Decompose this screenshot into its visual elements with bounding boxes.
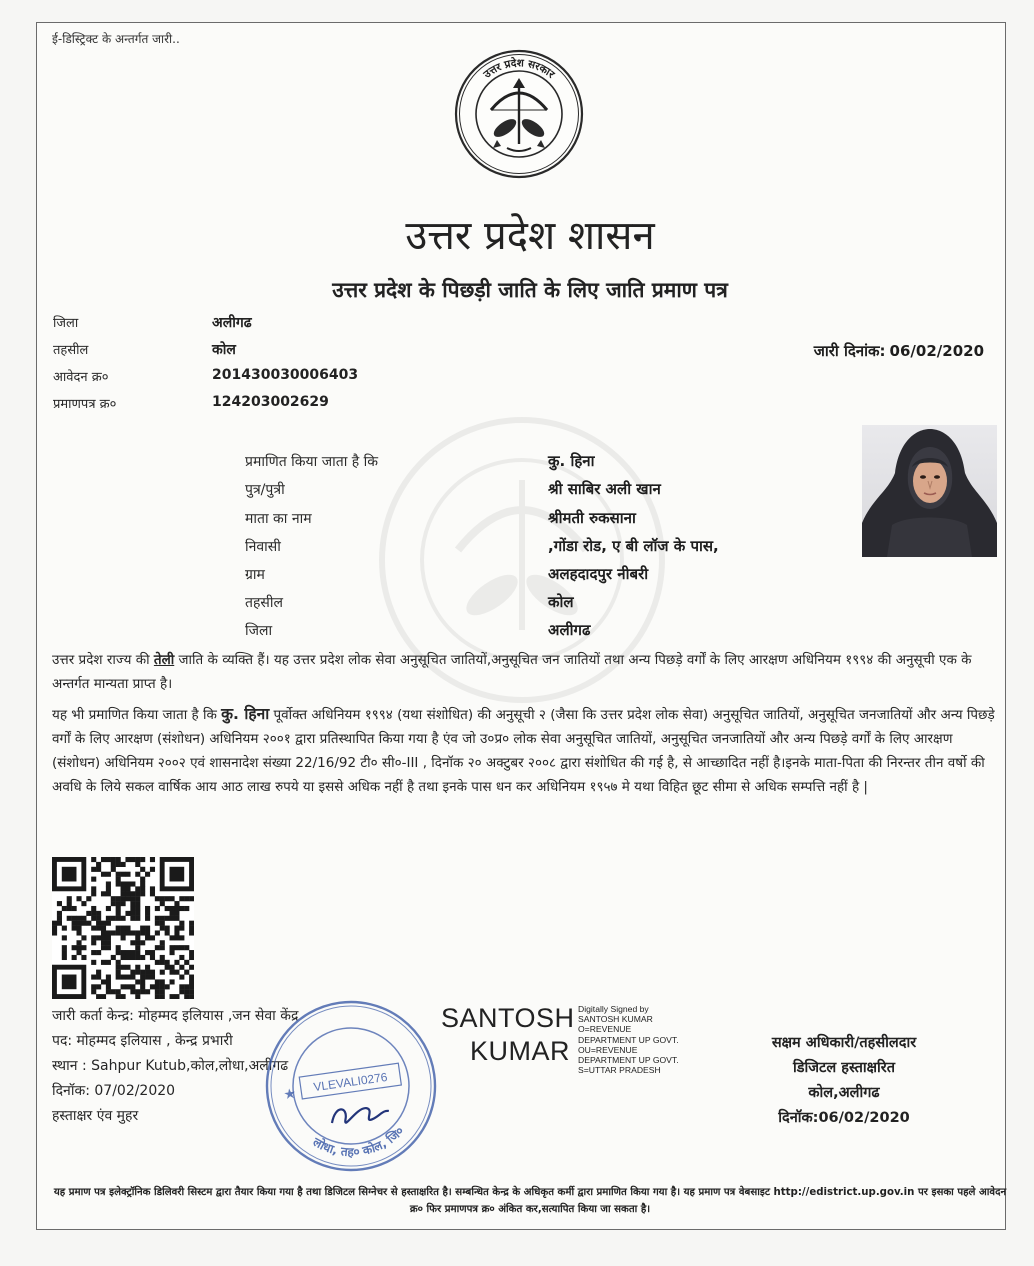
dsig-detail-line: SANTOSH KUMAR: [578, 1014, 653, 1025]
detail-label-certified: प्रमाणित किया जाता है कि: [245, 454, 379, 470]
meta-label-tehsil: तहसील: [53, 343, 89, 358]
issuer-place: स्थान : Sahpur Kutub,कोल,लोधा,अलीगढ: [52, 1058, 289, 1074]
issue-date-value: 06/02/2020: [889, 342, 984, 360]
detail-value-address: ,गोंडा रोड, ए बी लॉज के पास,: [548, 537, 719, 555]
detail-value-tehsil: कोल: [548, 593, 574, 611]
authority-block: [726, 1031, 962, 1131]
paragraph1-text-start: उत्तर प्रदेश राज्य की: [52, 652, 154, 668]
issuer-post: पद: मोहम्मद इलियास , केन्द्र प्रभारी: [52, 1033, 233, 1049]
header-note: ई-डिस्ट्रिक्ट के अन्तर्गत जारी..: [52, 32, 180, 46]
certification-paragraph: [52, 702, 1004, 799]
digital-signature-name-line1: SANTOSH: [441, 1003, 575, 1033]
detail-label-village: ग्राम: [245, 567, 265, 583]
issue-date-label: जारी दिनांक:: [813, 342, 886, 360]
meta-label-application-no: आवेदन क्र०: [53, 370, 109, 385]
digital-signature-details: [578, 1004, 679, 1075]
detail-value-father: श्री साबिर अली खान: [548, 480, 661, 498]
dsig-detail-line: DEPARTMENT UP GOVT.: [578, 1034, 679, 1045]
stamp-code: VLEVALI0276: [312, 1069, 389, 1095]
applicant-photo: [862, 425, 997, 557]
authority-date: दिनॉक:06/02/2020: [778, 1110, 910, 1126]
paragraph2-applicant-name: कु. हिना: [221, 705, 270, 723]
meta-label-district: जिला: [53, 316, 79, 331]
certificate-subtitle: उत्तर प्रदेश के पिछड़ी जाति के लिए जाति प्रमाण पत्र: [332, 278, 728, 302]
detail-value-district: अलीगढ: [548, 621, 591, 639]
authority-digitally-signed: डिजिटल हस्ताक्षरित: [793, 1060, 895, 1076]
stamp-ring-text: लोधा, तह० कोल, जि०: [310, 1123, 407, 1159]
issuer-sign-label: हस्ताक्षर एंव मुहर: [52, 1108, 139, 1124]
authority-location: कोल,अलीगढ: [808, 1085, 880, 1101]
emblem-text: उत्तर प्रदेश सरकार: [481, 57, 557, 81]
issue-date: [814, 341, 988, 361]
footer-text-end: पर इसका पहले आवेदन क्र० फिर प्रमाणपत्र क्र० अंकित कर,सत्यापित किया जा सकता है।: [409, 1187, 1007, 1215]
signature-scribble: [330, 1103, 389, 1125]
meta-value-certificate-no: 124203002629: [212, 394, 329, 410]
detail-value-village: अलहदादपुर नीबरी: [548, 565, 649, 583]
detail-label-resident: निवासी: [245, 539, 281, 555]
digital-signature-name-line2: KUMAR: [470, 1036, 571, 1066]
detail-label-mother: माता का नाम: [245, 511, 312, 527]
issuer-center: जारी कर्ता केन्द्र: मोहम्मद इलियास ,जन सेवा केंद्र: [52, 1008, 299, 1024]
authority-designation: सक्षम अधिकारी/तहसीलदार: [771, 1035, 917, 1051]
footer-url: http://edistrict.up.gov.in: [773, 1187, 915, 1198]
detail-label-tehsil: तहसील: [245, 595, 283, 611]
dsig-detail-line: DEPARTMENT UP GOVT.: [578, 1055, 679, 1066]
meta-value-tehsil: कोल: [212, 342, 236, 358]
up-government-emblem: [453, 48, 585, 180]
paragraph1-text-end: जाति के व्यक्ति हैं। यह उत्तर प्रदेश लोक सेवा अनुसूचित जातियों,अनुसूचित जन जातियों तथा अन्य पिछड़े वर्गों के लिए आरक्षण अधिनियम १९९४ की अनुसूची एक के अन्तर्गत मान्यता प्राप्त है।: [52, 652, 972, 692]
caste-name: तेली: [153, 652, 175, 668]
caste-statement-paragraph: [52, 648, 1004, 696]
dsig-detail-line: O=REVENUE: [578, 1024, 632, 1035]
page-title: उत्तर प्रदेश शासन: [405, 213, 655, 259]
dsig-detail-line: S=UTTAR PRADESH: [578, 1065, 661, 1076]
paragraph2-text-start: यह भी प्रमाणित किया जाता है कि: [52, 707, 222, 723]
paragraph2-text-end: पूर्वोक्त अधिनियम १९९४ (यथा संशोधित) की अनुसूची २ (जैसा कि उत्तर प्रदेश लोक सेवा) अनुसूचित जातियों, अनुसूचित जनजातियों और अन्य पिछड़े वर्गों के लिए आरक्षण (संशोधन) अधिनियम २००१ द्वारा प्रतिस्थापित किया गया है एंव जो उ०प्र० लोक सेवा अनुसूचित जातियों, अनुसूचित जनजातियों और अन्य पिछड़े वर्गों के लिए आरक्षण (संशोधन) अधिनियम २००२ एवं शासनादेश संख्या 22/16/92 टी० सी०-III , दिनॉक २० अक्टुबर २००८ द्वारा संशोधित की गई है, से आच्छादित नहीं है।इनके माता-पिता की निरन्तर तीन वर्षो की अवधि के लिये सकल वार्षिक आय आठ लाख रुपये या इससे अधिक नहीं है तथा इनके पास धन कर अधिनियम १९५७ मे यथा विहित छूट सीमा से अधिक सम्पत्ति नहीं है |: [52, 707, 995, 795]
dsig-detail-line: Digitally Signed by: [578, 1004, 649, 1014]
detail-label-parent: पुत्र/पुत्री: [245, 482, 285, 498]
issuer-date: दिनॉक: 07/02/2020: [52, 1083, 176, 1099]
detail-label-district: जिला: [245, 623, 273, 639]
footer-note: [48, 1184, 1012, 1218]
qr-code: [52, 857, 194, 999]
detail-value-mother: श्रीमती रुकसाना: [548, 509, 636, 527]
meta-value-district: अलीगढ: [212, 315, 252, 331]
detail-value-name: कु. हिना: [548, 452, 595, 470]
dsig-detail-line: OU=REVENUE: [578, 1044, 638, 1055]
meta-label-certificate-no: प्रमाणपत्र क्र०: [53, 397, 117, 412]
footer-text-start: यह प्रमाण पत्र इलेक्ट्रॉनिक डिलिवरी सिस्टम द्वारा तैयार किया गया है तथा डिजिटल सिग्नेचर से हस्ताक्षरित है। सम्बन्धित केन्द्र के अधिकृत कर्मी द्वारा प्रमाणित किया गया है। यह प्रमाण पत्र वेबसाइट: [53, 1187, 774, 1198]
stamp-star-icon: ★: [282, 1085, 298, 1104]
meta-value-application-no: 201430030006403: [212, 367, 359, 383]
center-stamp: [252, 987, 451, 1186]
